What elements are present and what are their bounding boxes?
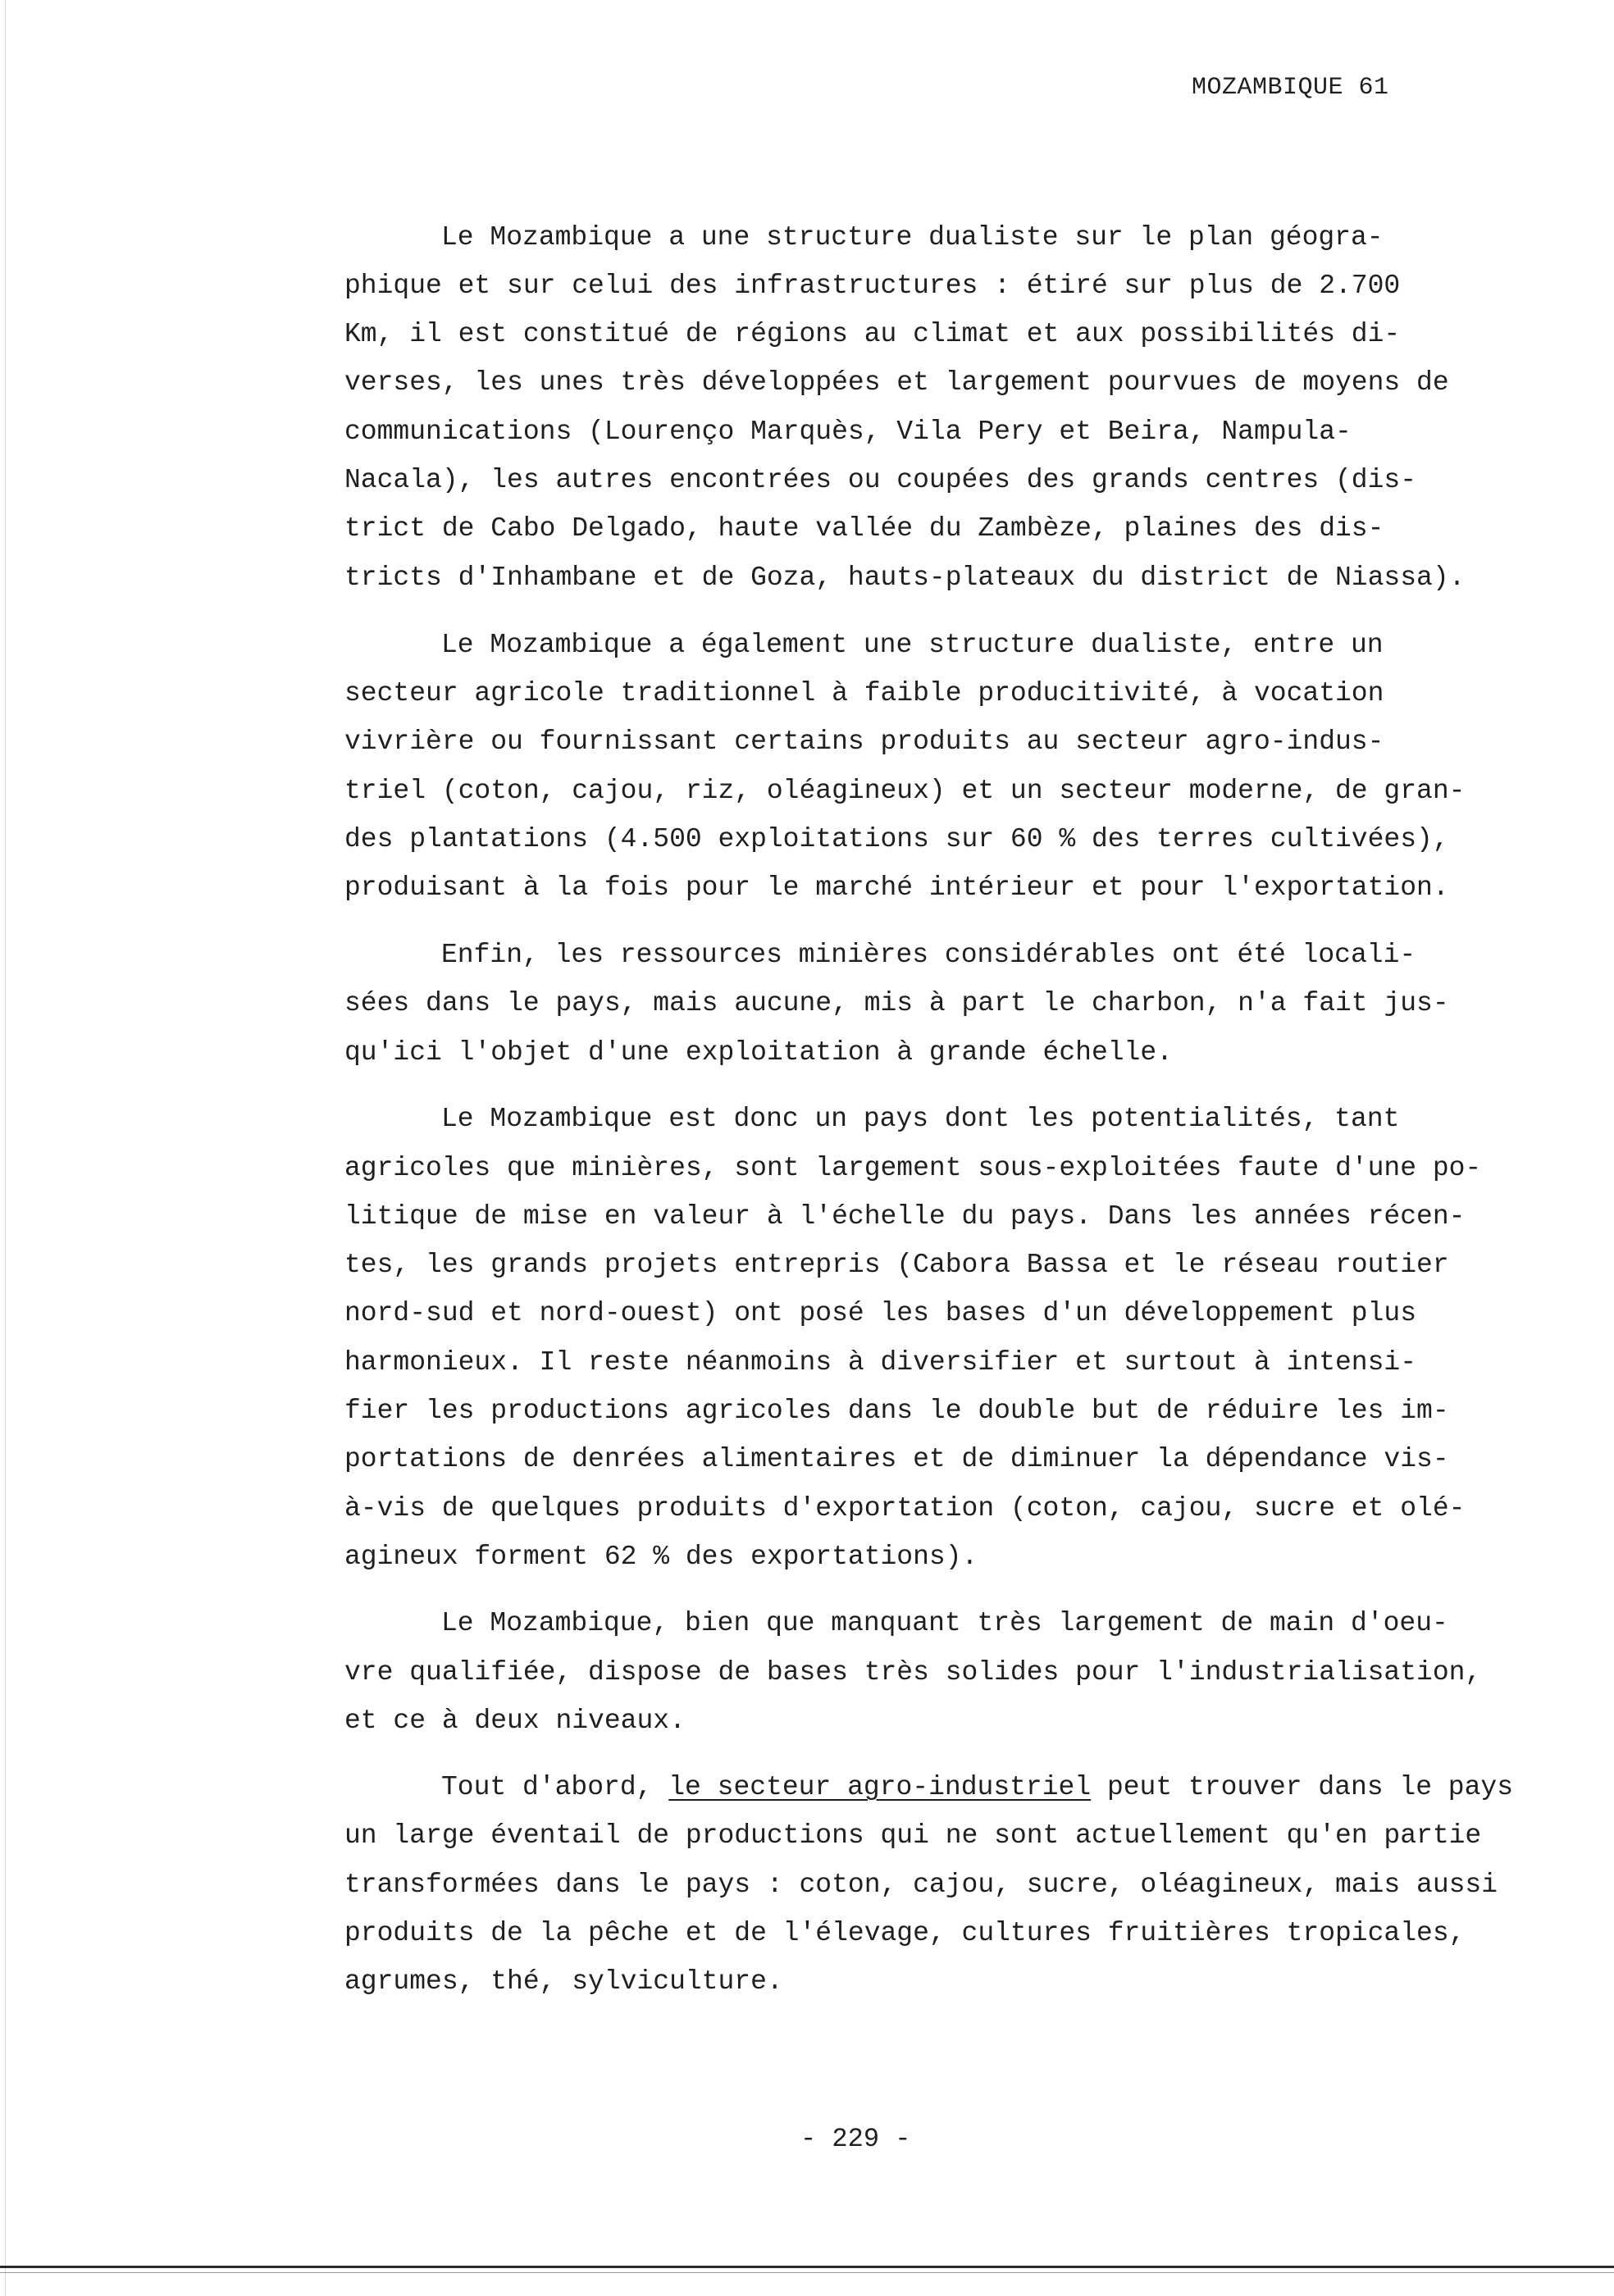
text-line: Km, il est constitué de régions au climat et aux possibilités di- — [344, 319, 1401, 349]
text-line: à-vis de quelques produits d'exportation (coton, cajou, sucre et olé- — [344, 1493, 1466, 1524]
bottom-rule-secondary — [0, 2272, 1614, 2273]
text-line: communications (Lourenço Marquès, Vila Pery et Beira, Nampula- — [344, 417, 1352, 447]
text-line: agricoles que minières, sont largement sous-exploitées faute d'une po- — [344, 1153, 1482, 1183]
text-line: Le Mozambique, bien que manquant très largement de main d'oeu- — [441, 1608, 1448, 1638]
running-header: MOZAMBIQUE 61 — [1192, 74, 1389, 102]
text-segment: peut trouver dans le pays — [1091, 1772, 1514, 1802]
bottom-rule — [0, 2266, 1614, 2268]
text-line: harmonieux. Il reste néanmoins à diversifier et surtout à intensi- — [344, 1347, 1417, 1378]
text-line: agineux forment 62 % des exportations). — [344, 1542, 978, 1572]
text-line: Enfin, les ressources minières considérables ont été locali- — [441, 940, 1416, 970]
text-line: transformées dans le pays : coton, cajou, sucre, oléagineux, mais aussi — [344, 1870, 1498, 1900]
text-line: un large éventail de productions qui ne sont actuellement qu'en partie — [344, 1820, 1482, 1851]
text-line: secteur agricole traditionnel à faible producitivité, à vocation — [344, 678, 1384, 708]
text-line: vre qualifiée, dispose de bases très solides pour l'industrialisation, — [344, 1657, 1482, 1688]
text-line: sées dans le pays, mais aucune, mis à part le charbon, n'a fait jus- — [344, 988, 1449, 1018]
text-segment: Tout d'abord, — [441, 1772, 669, 1802]
text-line: verses, les unes très développées et largement pourvues de moyens de — [344, 367, 1449, 398]
text-line: triel (coton, cajou, riz, oléagineux) et un secteur moderne, de gran- — [344, 776, 1466, 806]
text-line: Le Mozambique a une structure dualiste sur le plan géogra- — [441, 222, 1384, 253]
text-line: nord-sud et nord-ouest) ont posé les bases d'un développement plus — [344, 1298, 1417, 1328]
text-line: fier les productions agricoles dans le double but de réduire les im- — [344, 1396, 1449, 1426]
text-line: phique et sur celui des infrastructures : étiré sur plus de 2.700 — [344, 271, 1401, 301]
text-line: tes, les grands projets entrepris (Cabora Bassa et le réseau routier — [344, 1250, 1449, 1280]
text-line: trict de Cabo Delgado, haute vallée du Zambèze, plaines des dis- — [344, 513, 1384, 544]
text-line: tricts d'Inhambane et de Goza, hauts-plateaux du district de Niassa). — [344, 563, 1466, 593]
text-line: litique de mise en valeur à l'échelle du pays. Dans les années récen- — [344, 1201, 1466, 1232]
page-number: - 229 - — [800, 2124, 911, 2154]
text-line: des plantations (4.500 exploitations sur 60 % des terres cultivées), — [344, 824, 1449, 854]
text-line: Le Mozambique est donc un pays dont les potentialités, tant — [441, 1104, 1400, 1134]
text-line: produisant à la fois pour le marché intérieur et pour l'exportation. — [344, 872, 1449, 903]
text-line: Nacala), les autres encontrées ou coupées des grands centres (dis- — [344, 465, 1417, 495]
text-line: vivrière ou fournissant certains produits au secteur agro-indus- — [344, 727, 1384, 757]
text-line: produits de la pêche et de l'élevage, cultures fruitières tropicales, — [344, 1918, 1466, 1948]
text-line: portations de denrées alimentaires et de diminuer la dépendance vis- — [344, 1444, 1449, 1474]
text-line: Le Mozambique a également une structure dualiste, entre un — [441, 630, 1384, 660]
text-line — [441, 1771, 1513, 1804]
text-line: et ce à deux niveaux. — [344, 1706, 686, 1736]
text-line: agrumes, thé, sylviculture. — [344, 1966, 783, 1997]
scan-edge-line — [5, 0, 6, 2296]
text-line: qu'ici l'objet d'une exploitation à grande échelle. — [344, 1037, 1173, 1068]
underlined-term: le secteur agro-industriel — [668, 1772, 1092, 1802]
